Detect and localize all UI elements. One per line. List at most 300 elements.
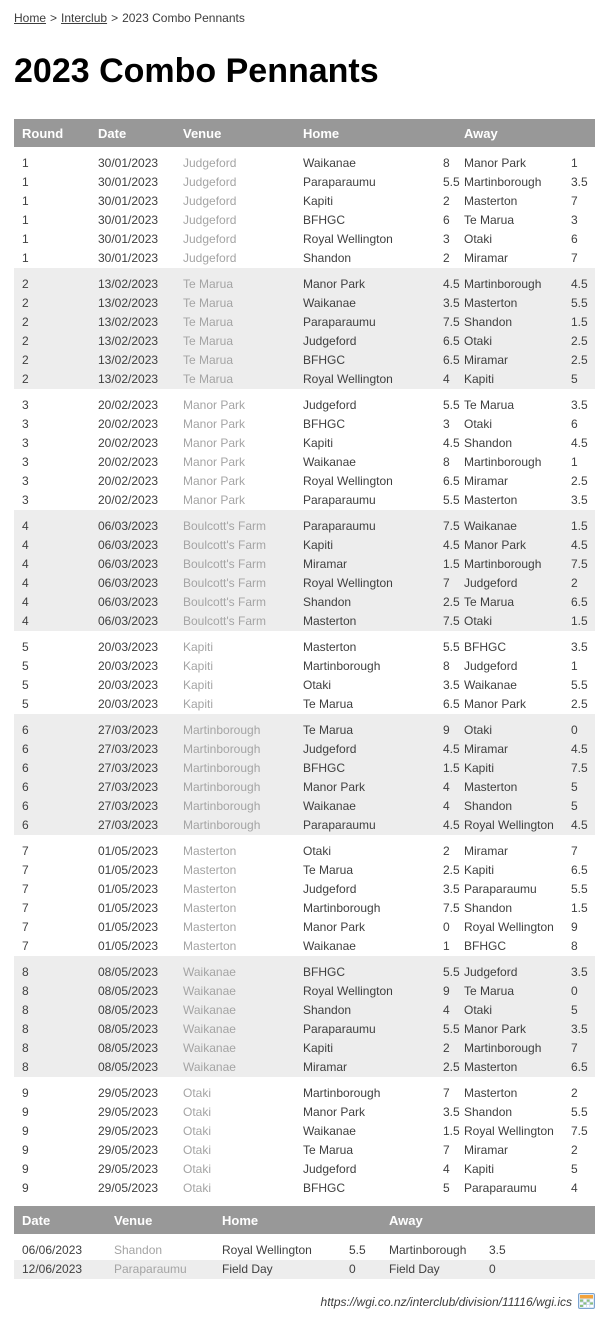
venue-cell: Manor Park: [183, 417, 246, 431]
home-team-cell: Paraparaumu: [295, 510, 435, 536]
breadcrumb-separator: >: [111, 11, 119, 25]
home-team-cell: Te Marua: [303, 1143, 354, 1157]
away-score-cell: 7.5: [563, 759, 595, 778]
round-cell: 5: [22, 640, 29, 654]
round-cell: 7: [22, 901, 29, 915]
venue-cell: Masterton: [183, 901, 237, 915]
venue-cell: Masterton: [183, 844, 237, 858]
round-cell: 5: [22, 678, 29, 692]
away-column-header: Away: [381, 1206, 595, 1234]
home-score-cell: 4.5: [443, 436, 460, 450]
away-team-cell: Waikanae: [464, 678, 517, 692]
round-cell: 2: [14, 370, 90, 389]
date-cell: 01/05/2023: [98, 901, 159, 915]
date-cell: 01/05/2023: [98, 863, 159, 877]
round-cell: 2: [14, 268, 90, 294]
away-score-cell: 5.5: [563, 294, 595, 313]
away-score-cell: 5.5: [571, 678, 588, 692]
venue-cell: Kapiti: [183, 678, 214, 692]
venue-cell: Masterton: [183, 939, 237, 953]
away-team-cell: Miramar: [464, 844, 508, 858]
home-team-cell: Shandon: [295, 593, 435, 612]
away-team-cell: Paraparaumu: [464, 1181, 537, 1195]
round-cell: 1: [22, 232, 29, 246]
venue-cell: Masterton: [183, 920, 237, 934]
away-team-cell: Masterton: [456, 778, 563, 797]
date-cell: 27/03/2023: [90, 740, 175, 759]
match-row: [14, 249, 595, 268]
away-team-cell: Martinborough: [456, 1039, 563, 1058]
away-team-cell: Miramar: [464, 474, 508, 488]
match-row: [14, 778, 595, 797]
home-team-cell: Shandon: [295, 1001, 435, 1020]
home-team-cell: Royal Wellington: [303, 232, 393, 246]
match-row: [14, 797, 595, 816]
home-team-cell: BFHGC: [295, 351, 435, 370]
away-team-cell: Manor Park: [464, 697, 527, 711]
away-team-cell: Otaki: [456, 612, 563, 631]
away-team-cell: Masterton: [464, 493, 518, 507]
venue-cell: Waikanae: [175, 1058, 295, 1077]
home-score-cell: 0: [443, 920, 450, 934]
venue-cell: Te Marua: [175, 313, 295, 332]
home-team-cell: Masterton: [303, 640, 357, 654]
match-row: [14, 1103, 595, 1122]
home-score-cell: 4.5: [435, 268, 456, 294]
home-team-cell: Judgeford: [295, 740, 435, 759]
away-team-cell: Masterton: [464, 1086, 518, 1100]
home-team-cell: BFHGC: [303, 1181, 345, 1195]
match-row: [14, 759, 595, 778]
venue-cell: Manor Park: [183, 474, 246, 488]
venue-cell: Waikanae: [175, 956, 295, 982]
date-cell: 30/01/2023: [98, 251, 159, 265]
venue-cell: Manor Park: [183, 436, 246, 450]
round-cell: 2: [14, 351, 90, 370]
away-score-cell: 5: [563, 778, 595, 797]
home-score-cell: 2: [443, 251, 450, 265]
date-cell: 08/05/2023: [90, 1058, 175, 1077]
venue-cell: Martinborough: [175, 778, 295, 797]
match-row: [14, 1058, 595, 1077]
round-cell: 3: [22, 417, 29, 431]
date-cell: 20/03/2023: [98, 659, 159, 673]
away-team-cell: Otaki: [464, 417, 493, 431]
round-cell: 3: [22, 398, 29, 412]
away-score-cell: 4.5: [563, 740, 595, 759]
away-team-cell: Otaki: [456, 332, 563, 351]
venue-column-header: Venue: [106, 1206, 214, 1234]
date-cell: 29/05/2023: [98, 1181, 159, 1195]
away-team-cell: Royal Wellington: [464, 920, 554, 934]
match-row: [14, 816, 595, 835]
match-row: [14, 899, 595, 918]
match-row: [14, 1122, 595, 1141]
home-team-cell: Paraparaumu: [295, 1020, 435, 1039]
away-score-cell: 6.5: [563, 593, 595, 612]
round-cell: 2: [14, 332, 90, 351]
fixture-row: [14, 1234, 595, 1260]
match-row: [14, 510, 595, 536]
date-cell: 06/06/2023: [22, 1243, 83, 1257]
away-score-cell: 5: [563, 1001, 595, 1020]
venue-cell: Boulcott's Farm: [175, 536, 295, 555]
date-cell: 20/03/2023: [98, 640, 159, 654]
away-score-cell: 9: [571, 920, 578, 934]
home-team-cell: Royal Wellington: [303, 474, 393, 488]
fixture-row: [14, 1260, 595, 1279]
away-score-cell: 4: [571, 1181, 578, 1195]
match-row: [14, 491, 595, 510]
date-cell: 13/02/2023: [90, 268, 175, 294]
venue-cell: Judgeford: [183, 232, 237, 246]
home-score-cell: 3.5: [443, 1105, 460, 1119]
venue-cell: Boulcott's Farm: [175, 593, 295, 612]
date-cell: 06/03/2023: [90, 593, 175, 612]
home-score-cell: 8: [443, 156, 450, 170]
away-team-cell: Miramar: [464, 1143, 508, 1157]
match-row: [14, 370, 595, 389]
venue-cell: Te Marua: [175, 268, 295, 294]
date-cell: 20/02/2023: [98, 474, 159, 488]
date-cell: 08/05/2023: [90, 1039, 175, 1058]
date-cell: 29/05/2023: [98, 1086, 159, 1100]
page-title: 2023 Combo Pennants: [14, 52, 379, 90]
fixtures-table: [14, 1206, 595, 1279]
venue-cell: Te Marua: [175, 332, 295, 351]
breadcrumb-separator: >: [50, 11, 58, 25]
home-team-cell: Te Marua: [303, 697, 354, 711]
away-score-cell: 2.5: [563, 351, 595, 370]
home-team-cell: Otaki: [303, 844, 332, 858]
home-score-cell: 3.5: [435, 294, 456, 313]
venue-cell: Judgeford: [183, 213, 237, 227]
away-score-cell: 4.5: [563, 268, 595, 294]
home-team-cell: Manor Park: [295, 778, 435, 797]
home-score-cell: 7: [443, 1143, 450, 1157]
away-team-cell: Miramar: [464, 251, 508, 265]
date-cell: 27/03/2023: [90, 797, 175, 816]
home-team-cell: Judgeford: [303, 1162, 357, 1176]
round-cell: 8: [14, 982, 90, 1001]
away-team-cell: Waikanae: [456, 510, 563, 536]
date-cell: 06/03/2023: [90, 574, 175, 593]
home-score-cell: 7.5: [435, 313, 456, 332]
match-row: [14, 1141, 595, 1160]
round-cell: 5: [22, 659, 29, 673]
away-score-cell: 3.5: [571, 640, 588, 654]
home-score-cell: 7.5: [435, 510, 456, 536]
date-cell: 27/03/2023: [90, 816, 175, 835]
match-row: [14, 434, 595, 453]
away-team-cell: Shandon: [464, 1105, 513, 1119]
away-team-cell: Te Marua: [456, 982, 563, 1001]
home-team-cell: Te Marua: [303, 863, 354, 877]
away-team-cell: Judgeford: [464, 659, 518, 673]
home-score-cell: 7: [435, 574, 456, 593]
venue-cell: Kapiti: [183, 659, 214, 673]
away-score-cell: 7: [571, 251, 578, 265]
away-score-cell: 1: [571, 156, 578, 170]
away-column-header: Away: [456, 119, 595, 147]
round-cell: 4: [14, 510, 90, 536]
match-row: [14, 313, 595, 332]
away-team-cell: BFHGC: [464, 640, 506, 654]
match-row: [14, 230, 595, 249]
match-row: [14, 861, 595, 880]
home-score-cell: 7.5: [435, 612, 456, 631]
match-row: [14, 472, 595, 491]
home-score-cell: 3: [443, 417, 450, 431]
home-team-cell: Judgeford: [303, 882, 357, 896]
away-team-cell: Shandon: [456, 313, 563, 332]
home-team-cell: Waikanae: [295, 797, 435, 816]
home-score-cell: 3.5: [443, 678, 460, 692]
home-team-cell: Miramar: [295, 1058, 435, 1077]
away-score-cell: 1: [571, 659, 578, 673]
away-team-cell: Miramar: [456, 351, 563, 370]
round-cell: 8: [14, 1001, 90, 1020]
home-team-cell: Field Day: [214, 1260, 341, 1279]
away-team-cell: Masterton: [456, 1058, 563, 1077]
round-cell: 1: [22, 175, 29, 189]
venue-cell: Judgeford: [183, 251, 237, 265]
breadcrumb-home-link[interactable]: Home: [14, 11, 47, 25]
away-score-cell: 2.5: [563, 332, 595, 351]
round-cell: 3: [22, 455, 29, 469]
date-cell: 29/05/2023: [98, 1143, 159, 1157]
venue-cell: Waikanae: [175, 1001, 295, 1020]
away-team-cell: Kapiti: [464, 1162, 495, 1176]
away-team-cell: Kapiti: [456, 759, 563, 778]
results-table: [14, 119, 595, 1198]
home-score-cell: 3.5: [443, 882, 460, 896]
home-score-cell: 4: [435, 778, 456, 797]
away-score-cell: 1.5: [571, 901, 588, 915]
match-row: [14, 676, 595, 695]
round-cell: 9: [22, 1105, 29, 1119]
round-cell: 7: [22, 863, 29, 877]
home-team-cell: Waikanae: [303, 939, 356, 953]
venue-cell: Otaki: [183, 1162, 212, 1176]
date-cell: 12/06/2023: [14, 1260, 106, 1279]
away-team-cell: Judgeford: [456, 956, 563, 982]
home-team-cell: Paraparaumu: [295, 313, 435, 332]
breadcrumb-interclub-link[interactable]: Interclub: [61, 11, 108, 25]
round-cell: 4: [14, 612, 90, 631]
match-row: [14, 555, 595, 574]
venue-cell: Otaki: [183, 1143, 212, 1157]
away-score-cell: 2: [563, 574, 595, 593]
venue-cell: Waikanae: [175, 982, 295, 1001]
away-score-cell: 4.5: [563, 816, 595, 835]
round-cell: 3: [22, 493, 29, 507]
home-team-cell: Judgeford: [303, 398, 357, 412]
away-team-cell: Martinborough: [456, 555, 563, 574]
away-score-cell: 3.5: [489, 1243, 506, 1257]
date-cell: 29/05/2023: [98, 1124, 159, 1138]
away-score-cell: 0: [481, 1260, 595, 1279]
home-score-cell: 6: [443, 213, 450, 227]
away-score-cell: 7: [563, 1039, 595, 1058]
calendar-icon[interactable]: [578, 1293, 595, 1310]
away-team-cell: Martinborough: [389, 1243, 467, 1257]
home-score-cell: 6.5: [435, 351, 456, 370]
venue-cell: Paraparaumu: [106, 1260, 214, 1279]
away-score-cell: 2.5: [571, 697, 588, 711]
venue-cell: Martinborough: [175, 797, 295, 816]
match-row: [14, 173, 595, 192]
match-row: [14, 937, 595, 956]
away-team-cell: Martinborough: [464, 455, 542, 469]
home-team-cell: Judgeford: [295, 332, 435, 351]
away-team-cell: BFHGC: [464, 939, 506, 953]
match-row: [14, 835, 595, 861]
home-score-cell: 4.5: [435, 816, 456, 835]
date-cell: 13/02/2023: [90, 332, 175, 351]
home-team-cell: Te Marua: [295, 714, 435, 740]
date-cell: 01/05/2023: [98, 882, 159, 896]
match-row: [14, 740, 595, 759]
home-score-cell: 7.5: [443, 901, 460, 915]
round-cell: 4: [14, 593, 90, 612]
home-team-cell: Royal Wellington: [295, 982, 435, 1001]
home-team-cell: Waikanae: [303, 455, 356, 469]
away-score-cell: 4.5: [571, 436, 588, 450]
home-score-cell: 1.5: [435, 759, 456, 778]
home-team-cell: Shandon: [303, 251, 352, 265]
date-cell: 13/02/2023: [90, 370, 175, 389]
home-score-cell: 4: [435, 370, 456, 389]
round-cell: 5: [22, 697, 29, 711]
venue-cell: Judgeford: [183, 194, 237, 208]
match-row: [14, 631, 595, 657]
away-team-cell: Judgeford: [456, 574, 563, 593]
away-score-cell: 2: [571, 1086, 578, 1100]
match-row: [14, 1160, 595, 1179]
away-score-cell: 3.5: [563, 956, 595, 982]
venue-cell: Te Marua: [175, 294, 295, 313]
venue-cell: Boulcott's Farm: [175, 612, 295, 631]
home-team-cell: Manor Park: [303, 920, 366, 934]
match-row: [14, 714, 595, 740]
round-cell: 3: [22, 474, 29, 488]
away-score-cell: 5: [563, 797, 595, 816]
home-team-cell: Kapiti: [303, 194, 334, 208]
match-row: [14, 1077, 595, 1103]
venue-cell: Manor Park: [183, 398, 246, 412]
away-score-cell: 5: [563, 370, 595, 389]
match-row: [14, 453, 595, 472]
away-score-cell: 3.5: [563, 1020, 595, 1039]
match-row: [14, 211, 595, 230]
date-cell: 27/03/2023: [90, 714, 175, 740]
date-cell: 30/01/2023: [98, 194, 159, 208]
date-cell: 13/02/2023: [90, 351, 175, 370]
round-cell: 6: [14, 714, 90, 740]
date-cell: 06/03/2023: [90, 612, 175, 631]
date-cell: 01/05/2023: [98, 939, 159, 953]
round-cell: 1: [22, 213, 29, 227]
round-cell: 8: [14, 956, 90, 982]
home-score-cell: 5.5: [349, 1243, 366, 1257]
venue-cell: Boulcott's Farm: [175, 510, 295, 536]
match-row: [14, 294, 595, 313]
home-score-cell: 2.5: [435, 593, 456, 612]
home-score-cell: 5.5: [443, 175, 460, 189]
away-team-cell: Kapiti: [464, 863, 495, 877]
venue-cell: Judgeford: [183, 175, 237, 189]
match-row: [14, 593, 595, 612]
round-cell: 6: [14, 797, 90, 816]
results-header-row: [14, 119, 595, 147]
away-score-cell: 2: [571, 1143, 578, 1157]
home-score-cell: 5.5: [443, 640, 460, 654]
away-score-cell: 3.5: [571, 175, 588, 189]
away-team-cell: Masterton: [456, 294, 563, 313]
away-team-cell: Shandon: [456, 797, 563, 816]
date-cell: 06/03/2023: [90, 536, 175, 555]
round-cell: 8: [14, 1058, 90, 1077]
home-score-cell: 6.5: [435, 332, 456, 351]
venue-cell: Martinborough: [175, 816, 295, 835]
date-cell: 01/05/2023: [98, 920, 159, 934]
home-score-cell: 2: [443, 844, 450, 858]
away-score-cell: 3: [571, 213, 578, 227]
round-cell: 9: [22, 1162, 29, 1176]
venue-cell: Judgeford: [183, 156, 237, 170]
round-cell: 7: [22, 844, 29, 858]
home-score-cell: 4.5: [435, 740, 456, 759]
round-cell: 6: [14, 816, 90, 835]
home-team-cell: Waikanae: [303, 1124, 356, 1138]
match-row: [14, 657, 595, 676]
match-row: [14, 147, 595, 173]
home-score-cell: 1.5: [443, 1124, 460, 1138]
home-team-cell: Paraparaumu: [303, 175, 376, 189]
venue-cell: Boulcott's Farm: [175, 555, 295, 574]
match-row: [14, 1001, 595, 1020]
away-team-cell: Te Marua: [464, 398, 515, 412]
away-team-cell: Otaki: [456, 714, 563, 740]
home-team-cell: Royal Wellington: [222, 1243, 312, 1257]
round-cell: 4: [14, 555, 90, 574]
date-cell: 30/01/2023: [98, 213, 159, 227]
venue-cell: Kapiti: [183, 640, 214, 654]
away-score-cell: 6.5: [563, 1058, 595, 1077]
venue-cell: Masterton: [183, 863, 237, 877]
away-team-cell: Manor Park: [456, 1020, 563, 1039]
home-team-cell: BFHGC: [295, 956, 435, 982]
date-cell: 06/03/2023: [90, 510, 175, 536]
round-cell: 1: [22, 251, 29, 265]
round-cell: 6: [14, 740, 90, 759]
home-team-cell: Kapiti: [303, 436, 334, 450]
match-row: [14, 1039, 595, 1058]
venue-cell: Boulcott's Farm: [175, 574, 295, 593]
home-score-cell: 5.5: [435, 956, 456, 982]
round-cell: 3: [22, 436, 29, 450]
away-score-cell: 1.5: [563, 510, 595, 536]
date-cell: 08/05/2023: [90, 1020, 175, 1039]
round-cell: 9: [22, 1181, 29, 1195]
match-row: [14, 695, 595, 714]
match-row: [14, 918, 595, 937]
date-cell: 29/05/2023: [98, 1162, 159, 1176]
date-cell: 30/01/2023: [98, 156, 159, 170]
match-row: [14, 389, 595, 415]
away-score-cell: 5: [571, 1162, 578, 1176]
